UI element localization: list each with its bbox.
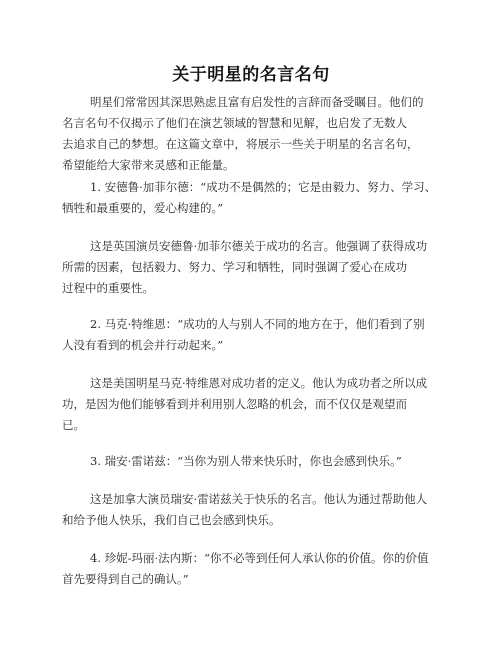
intro-paragraph [62,92,442,176]
quote-4 [62,548,442,590]
text-line: 这是美国明星马克·特维恩对成功者的定义。他认为成功者之所以成 [90,376,428,390]
document-title: 关于明星的名言名句 [172,65,330,85]
text-line: 明星们常常因其深思熟虑且富有启发性的言辞而备受瞩目。他们的 [90,95,424,109]
text-line: 1. 安德鲁·加菲尔德：“成功不是偶然的；它是由毅力、努力、学习、 [90,180,437,194]
text-line: 过程中的重要性。 [62,281,154,295]
text-line: 去追求自己的梦想。在这篇文章中，将展示一些关于明星的名言名句， [62,137,419,151]
text-line: 希望能给大家带来灵感和正能量。 [62,158,235,172]
quote-1 [62,177,442,219]
text-line: 名言名句不仅揭示了他们在演艺领域的智慧和见解，也启发了无数人 [62,116,407,130]
text-line: 4. 珍妮-玛丽·法内斯：“你不必等到任何人承认你的价值。你的价值 [90,551,429,565]
text-line: 所需的因素，包括毅力、努力、学习和牺牲，同时强调了爱心在成功 [62,260,407,274]
text-line: 3. 瑞安·雷诺兹：“当你为别人带来快乐时，你也会感到快乐。” [90,454,402,468]
text-line: 首先要得到自己的确认。” [62,572,189,586]
quote-3-explanation [62,489,442,531]
quote-2 [62,314,442,356]
text-line: 这是加拿大演员瑞安·雷诺兹关于快乐的名言。他认为通过帮助他人 [90,492,428,506]
text-line: 牺牲和最重要的，爱心构建的。” [62,201,224,215]
text-line: 2. 马克·特维恩：“成功的人与别人不同的地方在于，他们看到了别 [90,317,425,331]
quote-3 [62,451,442,472]
text-line: 功，是因为他们能够看到并利用别人忽略的机会，而不仅仅是观望而 [62,397,407,411]
text-line: 和给予他人快乐，我们自己也会感到快乐。 [62,513,281,527]
text-line: 人没有看到的机会并行动起来。” [62,338,224,352]
quote-2-explanation [62,373,442,436]
text-line: 这是英国演员安德鲁·加菲尔德关于成功的名言。他强调了获得成功 [90,239,428,253]
text-line: 已。 [62,418,85,432]
quote-1-explanation [62,236,442,299]
